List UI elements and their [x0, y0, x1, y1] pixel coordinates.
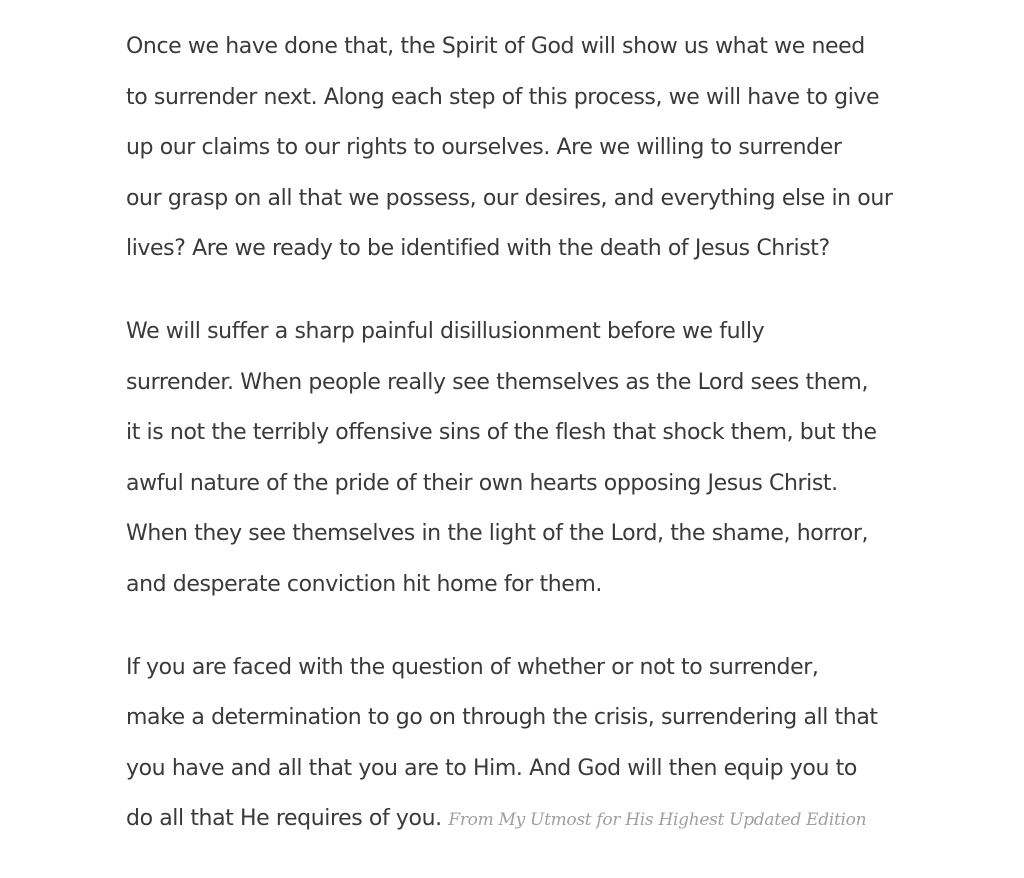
- paragraph-line: you have and all that you are to Him. And God will then equip you to: [126, 755, 857, 781]
- article-body: [126, 22, 916, 878]
- paragraph-line: it is not the terribly offensive sins of the flesh that shock them, but the: [126, 420, 877, 446]
- paragraph-2: [126, 307, 916, 611]
- paragraph-line: When they see themselves in the light of the Lord, the shame, horror,: [126, 521, 869, 547]
- paragraph-line: make a determination to go on through the crisis, surrendering all that: [126, 705, 878, 731]
- paragraph-line: to surrender next. Along each step of this process, we will have to give: [126, 84, 880, 110]
- paragraph-line: We will suffer a sharp painful disillusionment before we fully: [126, 318, 765, 344]
- paragraph-line: Once we have done that, the Spirit of God will show us what we need: [126, 34, 865, 59]
- paragraph-line: surrender. When people really see themselves as the Lord sees them,: [126, 369, 869, 395]
- paragraph-3: [126, 643, 916, 846]
- paragraph-last-line: [126, 794, 916, 846]
- paragraph-line: awful nature of the pride of their own hearts opposing Jesus Christ.: [126, 470, 838, 496]
- source-attribution: From My Utmost for His Highest Updated Edition: [448, 810, 867, 831]
- paragraph-line: and desperate conviction hit home for them.: [126, 571, 602, 597]
- paragraph-1: [126, 22, 916, 275]
- paragraph-line: up our claims to our rights to ourselves. Are we willing to surrender: [126, 135, 842, 161]
- paragraph-line: lives? Are we ready to be identified with the death of Jesus Christ?: [126, 236, 830, 262]
- paragraph-line: If you are faced with the question of whether or not to surrender,: [126, 654, 819, 680]
- paragraph-line-text: do all that He requires of you.: [126, 806, 442, 832]
- paragraph-line: our grasp on all that we possess, our desires, and everything else in our: [126, 185, 893, 211]
